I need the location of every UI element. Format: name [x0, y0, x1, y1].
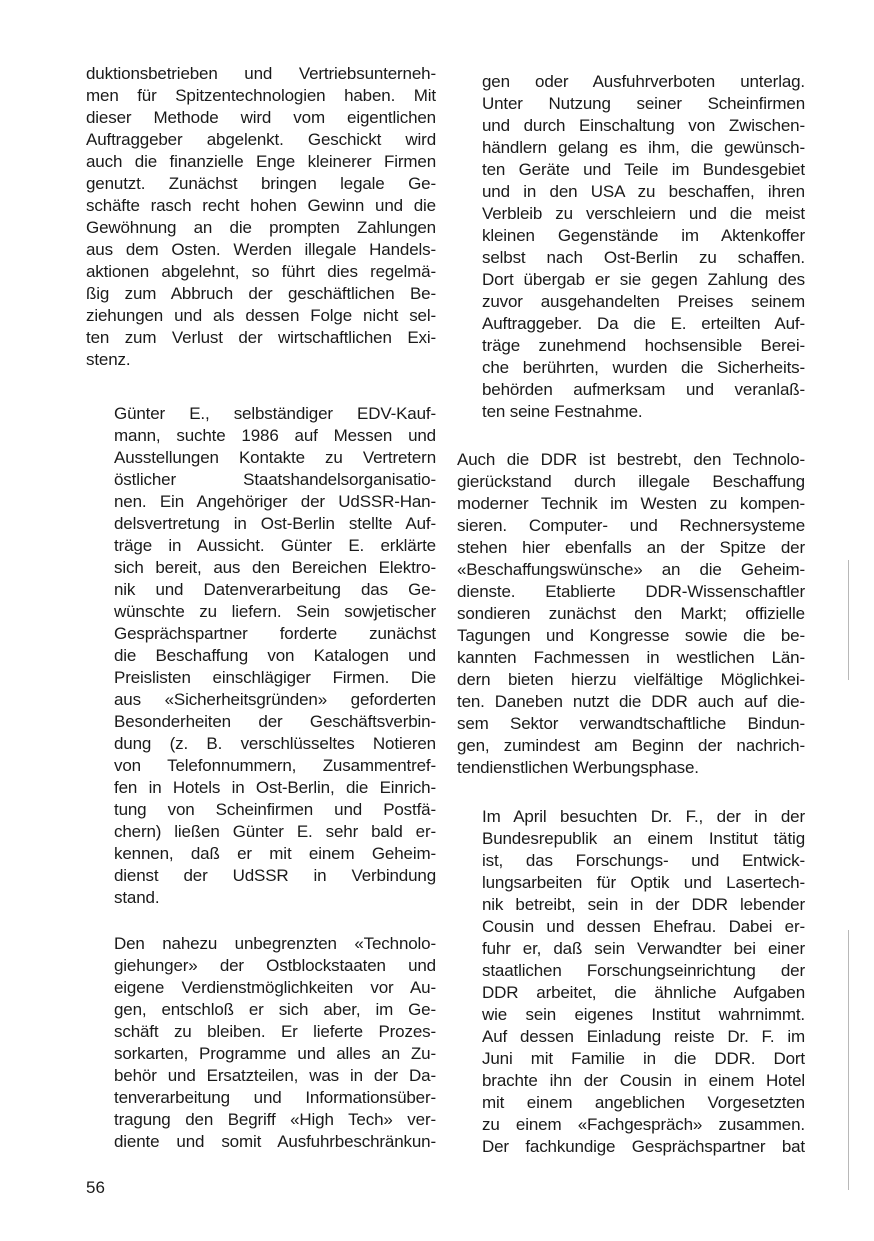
text-line: Auftraggeber. Da die E. erteilten Auf-	[482, 314, 805, 333]
text-line: chern) ließen Günter E. sehr bald er-	[114, 822, 436, 841]
text-line: Ausstellungen Kontakte zu Vertretern	[114, 448, 436, 467]
text-line: Der fachkundige Gesprächspartner bat	[482, 1137, 805, 1156]
text-line: und in den USA zu beschaffen, ihren	[482, 182, 805, 201]
text-line: kleinen Gegenstände im Aktenkoffer	[482, 226, 805, 245]
text-line: fen in Hotels in Ost-Berlin, die Einrich-	[114, 778, 436, 797]
text-line: sich bereit, aus den Bereichen Elektro-	[114, 558, 436, 577]
text-line: ten Geräte und Teile im Bundesgebiet	[482, 160, 805, 179]
text-line: sem Sektor verwandtschaftliche Bindun-	[457, 714, 805, 733]
text-line: delsvertretung in Ost-Berlin stellte Auf-	[114, 514, 436, 533]
text-line: behörden aufmerksam und veranlaß-	[482, 380, 805, 399]
text-line: und durch Einschaltung von Zwischen-	[482, 116, 805, 135]
text-line: dung (z. B. verschlüsseltes Notieren	[114, 734, 436, 753]
text-line: Dort übergab er sie gegen Zahlung des	[482, 270, 805, 289]
text-line: Günter E., selbständiger EDV-Kauf-	[114, 404, 436, 423]
text-line: stehen hier ebenfalls an der Spitze der	[457, 538, 805, 557]
text-line: Gewöhnung an die prompten Zahlungen	[86, 218, 436, 237]
text-line: gen oder Ausfuhrverboten unterlag.	[482, 72, 805, 91]
text-line: träge in Aussicht. Günter E. erklärte	[114, 536, 436, 555]
text-line: men für Spitzentechnologien haben. Mit	[86, 86, 436, 105]
text-line: kennen, daß er mit einem Geheim-	[114, 844, 436, 863]
text-line: diente und somit Ausfuhrbeschränkun-	[114, 1132, 436, 1151]
text-line: schäfte rasch recht hohen Gewinn und die	[86, 196, 436, 215]
text-line: dienste. Etablierte DDR-Wissenschaftler	[457, 582, 805, 601]
text-line: schäft zu bleiben. Er lieferte Prozes-	[114, 1022, 436, 1041]
text-line: Unter Nutzung seiner Scheinfirmen	[482, 94, 805, 113]
text-line: Juni mit Familie in die DDR. Dort	[482, 1049, 805, 1068]
text-line: Cousin und dessen Ehefrau. Dabei er-	[482, 917, 805, 936]
text-line: behör und Ersatzteilen, was in der Da-	[114, 1066, 436, 1085]
text-line: auch die finanzielle Enge kleinerer Firmen	[86, 152, 436, 171]
text-line: Auch die DDR ist bestrebt, den Technolo-	[457, 450, 805, 469]
text-line: duktionsbetrieben und Vertriebsunterneh-	[86, 64, 436, 83]
text-line: tung von Scheinfirmen und Postfä-	[114, 800, 436, 819]
text-line: wie sein eigenes Institut wahrnimmt.	[482, 1005, 805, 1024]
text-line: sondieren zunächst den Markt; offizielle	[457, 604, 805, 623]
text-line: DDR arbeitet, die ähnliche Aufgaben	[482, 983, 805, 1002]
text-line: Den nahezu unbegrenzten «Technolo-	[114, 934, 436, 953]
text-line: ßig zum Abbruch der geschäftlichen Be-	[86, 284, 436, 303]
text-line: tendienstlichen Werbungsphase.	[457, 758, 699, 777]
text-line: mit einem angeblichen Vorgesetzten	[482, 1093, 805, 1112]
text-line: nik und Datenverarbeitung das Ge-	[114, 580, 436, 599]
text-line: ten zum Verlust der wirtschaftlichen Exi-	[86, 328, 436, 347]
text-line: ist, das Forschungs- und Entwick-	[482, 851, 805, 870]
text-line: dern bieten hierzu vielfältige Möglichkei-	[457, 670, 805, 689]
text-line: Preislisten einschlägiger Firmen. Die	[114, 668, 436, 687]
text-line: che berührten, wurden die Sicherheits-	[482, 358, 805, 377]
text-line: fuhr er, daß sein Verwandter bei einer	[482, 939, 805, 958]
text-line: wünschte zu liefern. Sein sowjetischer	[114, 602, 436, 621]
text-line: nik betreibt, sein in der DDR lebender	[482, 895, 805, 914]
text-line: kannten Fachmessen in westlichen Län-	[457, 648, 805, 667]
text-line: genutzt. Zunächst bringen legale Ge-	[86, 174, 436, 193]
text-line: nen. Ein Angehöriger der UdSSR-Han-	[114, 492, 436, 511]
text-line: zuvor ausgehandelten Preises seinem	[482, 292, 805, 311]
text-line: händlern gelang es ihm, die gewünsch-	[482, 138, 805, 157]
text-line: selbst nach Ost-Berlin zu schaffen.	[482, 248, 805, 267]
text-line: aktionen abgelehnt, so führt dies regelmä-	[86, 262, 436, 281]
text-line: tenverarbeitung und Informationsüber-	[114, 1088, 436, 1107]
text-line: sorkarten, Programme und alles an Zu-	[114, 1044, 436, 1063]
text-line: brachte ihn der Cousin in einem Hotel	[482, 1071, 805, 1090]
text-line: die Beschaffung von Katalogen und	[114, 646, 436, 665]
text-line: ten. Daneben nutzt die DDR auch auf die-	[457, 692, 805, 711]
scan-artifact	[848, 930, 849, 1190]
text-line: eigene Verdienstmöglichkeiten vor Au-	[114, 978, 436, 997]
text-line: «Beschaffungswünsche» an die Geheim-	[457, 560, 805, 579]
text-line: lungsarbeiten für Optik und Lasertech-	[482, 873, 805, 892]
text-line: dieser Methode wird vom eigentlichen	[86, 108, 436, 127]
text-line: moderner Technik im Westen zu kompen-	[457, 494, 805, 513]
page-number: 56	[86, 1178, 105, 1197]
text-line: aus dem Osten. Werden illegale Handels-	[86, 240, 436, 259]
text-line: träge zunehmend hochsensible Berei-	[482, 336, 805, 355]
text-line: Auf dessen Einladung reiste Dr. F. im	[482, 1027, 805, 1046]
text-line: ziehungen und als dessen Folge nicht sel-	[86, 306, 436, 325]
text-line: Im April besuchten Dr. F., der in der	[482, 807, 805, 826]
text-line: Besonderheiten der Geschäftsverbin-	[114, 712, 436, 731]
text-line: mann, suchte 1986 auf Messen und	[114, 426, 436, 445]
text-line: gen, zumindest am Beginn der nachrich-	[457, 736, 805, 755]
text-line: Auftraggeber abgelenkt. Geschickt wird	[86, 130, 436, 149]
text-line: Tagungen und Kongresse sowie die be-	[457, 626, 805, 645]
text-line: giehunger» der Ostblockstaaten und	[114, 956, 436, 975]
text-line: ten seine Festnahme.	[482, 402, 643, 421]
text-line: sieren. Computer- und Rechnersysteme	[457, 516, 805, 535]
text-line: staatlichen Forschungseinrichtung der	[482, 961, 805, 980]
text-line: Gesprächspartner forderte zunächst	[114, 624, 436, 643]
text-line: gen, entschloß er sich aber, im Ge-	[114, 1000, 436, 1019]
text-line: Bundesrepublik an einem Institut tätig	[482, 829, 805, 848]
scan-artifact	[848, 560, 849, 680]
text-line: aus «Sicherheitsgründen» geforderten	[114, 690, 436, 709]
text-line: stenz.	[86, 350, 131, 369]
text-line: dienst der UdSSR in Verbindung	[114, 866, 436, 885]
text-line: Verbleib zu verschleiern und die meist	[482, 204, 805, 223]
text-line: tragung den Begriff «High Tech» ver-	[114, 1110, 436, 1129]
text-line: von Telefonnummern, Zusammentref-	[114, 756, 436, 775]
text-line: gierückstand durch illegale Beschaffung	[457, 472, 805, 491]
text-line: stand.	[114, 888, 160, 907]
text-line: östlicher Staatshandelsorganisatio-	[114, 470, 436, 489]
text-line: zu einem «Fachgespräch» zusammen.	[482, 1115, 805, 1134]
